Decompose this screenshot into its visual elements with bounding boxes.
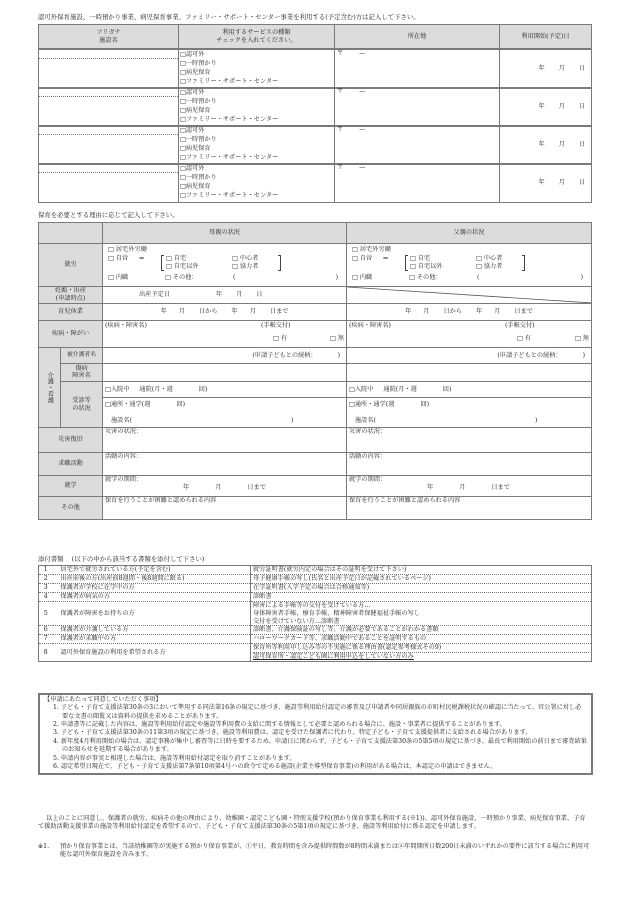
footnote — [38, 843, 591, 860]
other-employment-checkbox[interactable]: □ その他： — [165, 274, 198, 281]
label-care-illness-1: 傷病 — [75, 364, 88, 372]
due-date-label: 出産予定日 — [139, 291, 170, 299]
handbook-no-checkbox[interactable]: □ 無 — [329, 335, 344, 342]
illness-name-label: (疾病・障害名) — [349, 322, 391, 329]
consent-item: 4. 新年度4月利用開始の場合は、認定事務が集中し審査等に日時を要するため、申請日に関わらず、子ども・子育て支援法第30条の5第5項の規定に基づき、最長で利用開始の前日まで審査結果のお知らせを延期する場合があります。 — [53, 737, 587, 754]
document-number: 3 — [39, 584, 53, 593]
school-period-label: 就学の期間： — [105, 476, 143, 483]
documents-note: (以下の中から該当する書類を添付して下さい) — [71, 555, 205, 563]
header-start-date: 利用開始(予定)日 — [500, 25, 592, 49]
mother-header: 母親の状況 — [103, 223, 347, 244]
start-date-cell[interactable] — [500, 50, 592, 89]
service-checkbox[interactable]: □認可外 — [180, 89, 205, 96]
father-activity: 活動の内容： — [347, 453, 592, 476]
father-care-name — [347, 348, 592, 364]
document-required — [251, 566, 592, 575]
leave-from-year: 年 — [405, 308, 412, 316]
service-checkbox[interactable]: □認可外 — [180, 165, 205, 172]
leave-from-month: 月 — [423, 308, 430, 316]
mother-activity: 活動の内容： — [103, 453, 347, 476]
arrow-icon: ⇒ — [139, 255, 145, 262]
document-item: ハローワークカード等、求職活動中であることを証明するもの — [253, 635, 427, 643]
header-service-check: チェックを入れてください。 — [216, 36, 297, 44]
label-childcare-leave: 育児休業 — [39, 304, 103, 321]
header-facility-name — [39, 25, 179, 49]
hospital-checkbox[interactable]: □入院中 — [105, 385, 130, 393]
facility-name-cell — [39, 126, 179, 165]
leave-from-year: 年 — [160, 308, 167, 316]
mother-leave — [103, 304, 347, 321]
document-number: 2 — [39, 575, 53, 584]
document-case: 居宅外で就労されている方(予定を含む) — [53, 566, 251, 575]
service-checkbox[interactable]: □病児保育 — [180, 183, 211, 190]
facility-name-input[interactable] — [39, 135, 178, 164]
outpatient-label: 通院(月・週 — [383, 385, 417, 393]
document-number: 5 — [39, 602, 53, 626]
facility-name-cell — [39, 50, 179, 89]
documents-title: 添付書類 — [38, 555, 64, 563]
leave-from-month: 月 — [178, 308, 185, 316]
times-label: 回) — [198, 385, 208, 393]
document-item: 診断書 — [253, 593, 272, 601]
date-day: 日 — [578, 179, 585, 187]
father-other: 保育を行うことが困難と認められる内容 — [347, 497, 592, 520]
facility-name-label: 施設名( — [355, 417, 376, 424]
relation-label: (申請子どもとの続柄： — [497, 351, 559, 359]
document-case: 保護者が病気の方 — [53, 593, 251, 602]
date-year: 年 — [538, 65, 545, 73]
document-required — [251, 635, 592, 644]
reason-intro: 保育を必要とする理由に応じて記入して下さい。 — [38, 211, 179, 219]
mother-disaster: 災害の状況： — [103, 428, 347, 453]
school-year: 年 — [427, 483, 434, 491]
label-pregnancy — [39, 287, 103, 304]
facility-visit-label: □通所・通学(週 — [349, 401, 395, 408]
postal-mark: 〒 — [337, 88, 344, 95]
document-item: 保育所等利用申し込み等の不実施に係る理由書(認定参考様式その9) — [253, 644, 442, 652]
facility-row — [38, 125, 592, 165]
employment-outside-checkbox[interactable]: □ 居宅外労働 — [108, 246, 147, 253]
document-required — [251, 593, 592, 602]
label-care-visit-2: の状況 — [72, 404, 91, 412]
furigana-input[interactable] — [39, 88, 178, 97]
school-month: 月 — [459, 483, 466, 491]
consent-item: 5. 申請内容が事実と相違した場合は、施設等利用給付認定を取り消すことがあります。 — [53, 754, 296, 762]
document-item: 障害による手帳等の交付を受けている方… — [253, 602, 371, 609]
postal-mark: 〒 — [337, 50, 344, 57]
service-options — [179, 164, 335, 203]
service-checkbox[interactable]: □一時預かり — [180, 98, 217, 105]
facility-row — [38, 163, 592, 203]
mother-employment — [103, 244, 347, 287]
times-label: 回) — [420, 401, 429, 408]
header-name: 施設名 — [99, 36, 118, 44]
label-pregnancy-line2: (申請時点) — [55, 295, 86, 302]
service-options — [179, 50, 335, 89]
document-required — [251, 644, 592, 662]
document-required — [251, 584, 592, 593]
document-row — [39, 593, 592, 602]
handbook-yes-checkbox[interactable]: □ 有 — [517, 335, 532, 342]
postal-mark: 〒 — [337, 164, 344, 171]
date-month: 月 — [558, 103, 565, 111]
mother-illness — [103, 321, 347, 348]
header-address: 所在地 — [335, 25, 500, 49]
header-furigana: フリガナ — [96, 28, 121, 36]
document-number: 8 — [39, 644, 53, 662]
document-number: 4 — [39, 593, 53, 602]
father-disaster: 災害の状況： — [347, 428, 592, 453]
leave-from: 日から — [198, 308, 218, 316]
service-checkbox[interactable]: □病児保育 — [180, 107, 211, 114]
service-checkbox[interactable]: □一時預かり — [180, 136, 217, 143]
father-leave — [347, 304, 592, 321]
facility-visit-label: □通所・通学(週 — [105, 401, 151, 408]
father-school — [347, 476, 592, 497]
furigana-input[interactable] — [39, 126, 178, 135]
father-facility — [347, 398, 592, 428]
mother-care-name — [103, 348, 347, 364]
due-year: 年 — [215, 291, 223, 299]
facility-visit-checkbox[interactable] — [349, 401, 429, 409]
footnote-text: 預かり保育事業とは、当該幼稚園等が実施する預かり保育事業が、①平日、教育時間を含み提供時間数が8時間未満または②年間開所日数200日未満のいずれかの要件に該当する場合に利用可能な認可外保育施設を含みます。 — [60, 843, 590, 859]
address-cell[interactable] — [335, 88, 500, 127]
date-year: 年 — [538, 141, 545, 149]
document-row — [39, 584, 592, 593]
consent-title: 【申請にあたって同意していただく事項】 — [44, 696, 162, 703]
mother-school — [103, 476, 347, 497]
mother-facility — [103, 398, 347, 428]
self-employed-bracket — [405, 255, 525, 271]
paren-close: ) — [335, 274, 338, 281]
handbook-label: (手帳交付) — [261, 322, 291, 329]
document-case: 保護者が介護している方 — [53, 626, 251, 635]
label-illness: 疾病・障がい — [39, 321, 103, 348]
employment-self-checkbox[interactable]: □ 自営 — [352, 255, 373, 262]
documents-intro — [38, 555, 204, 563]
postal-dash: — — [359, 164, 366, 171]
document-case: 保護者が障害をお持ちの方 — [53, 602, 251, 626]
service-checkbox[interactable]: □病児保育 — [180, 69, 211, 76]
label-job-search: 求職活動 — [39, 453, 103, 476]
facility-name-cell — [39, 88, 179, 127]
postal-dash: — — [359, 50, 366, 57]
facility-name-input[interactable] — [39, 173, 178, 202]
date-day: 日 — [578, 103, 585, 111]
father-header: 父親の状況 — [347, 223, 592, 244]
document-required — [251, 575, 592, 584]
facility-visit-checkbox[interactable] — [105, 401, 185, 409]
handbook-yes-checkbox[interactable]: □ 有 — [273, 335, 288, 342]
mother-care-illness[interactable] — [103, 364, 347, 382]
illness-name-label: (疾病・障害名) — [105, 322, 147, 329]
father-illness — [347, 321, 592, 348]
facility-row — [38, 49, 592, 89]
document-row — [39, 566, 592, 575]
address-cell[interactable] — [335, 50, 500, 89]
label-care-group: 介護・看護 — [39, 348, 61, 428]
document-item: 身体障害者手帳、療育手帳、精神障害者保健福祉手帳の写し — [253, 609, 421, 617]
postal-mark: 〒 — [337, 126, 344, 133]
helper-checkbox[interactable]: □ 協力者 — [232, 263, 259, 270]
date-year: 年 — [538, 179, 545, 187]
school-period-label: 就学の期間： — [349, 476, 387, 483]
header-service — [179, 25, 335, 49]
outside-home-checkbox[interactable]: □ 自宅以外 — [166, 263, 199, 270]
leave-from: 日から — [443, 308, 462, 316]
times-label: 回) — [176, 401, 185, 408]
mother-other: 保育を行うことが困難と認められる内容 — [103, 497, 347, 520]
due-month: 月 — [236, 291, 243, 299]
relation-label: (申請子どもとの続柄： — [252, 351, 314, 359]
start-date-cell[interactable] — [500, 126, 592, 165]
reason-corner — [39, 223, 103, 244]
start-date-cell[interactable] — [500, 88, 592, 127]
date-year: 年 — [538, 103, 545, 111]
label-care-name: 被介護者名 — [61, 348, 103, 364]
footnote-mark: ※1. — [38, 843, 50, 850]
service-checkbox[interactable]: □認可外 — [180, 51, 205, 58]
handbook-label: (手帳交付) — [505, 322, 535, 329]
employment-self-checkbox[interactable]: □ 自営 — [108, 255, 129, 262]
main-worker-checkbox[interactable]: □ 中心者 — [476, 255, 503, 262]
postal-dash: — — [359, 88, 366, 95]
label-care-visit — [61, 382, 103, 428]
service-checkbox[interactable]: □ファミリー・サポート・センター — [180, 116, 279, 123]
facility-name-input[interactable] — [39, 59, 178, 88]
address-cell[interactable] — [335, 164, 500, 203]
document-case: 認可外保育施設の利用を希望される方 — [53, 644, 251, 662]
label-disaster: 災害復旧 — [39, 428, 103, 453]
facility-name-input[interactable] — [39, 97, 178, 126]
service-checkbox[interactable]: □一時預かり — [180, 174, 217, 181]
consent-item: 2. 申請書等に記載した内容は、施設等利用給付認定や施設等利用費の支給に関する情報として必要と認められる場合に、施設・事業者に提供することがあります。 — [53, 721, 506, 729]
label-care-visit-1: 受診等 — [72, 396, 91, 404]
date-month: 月 — [558, 179, 565, 187]
facility-name-label: 施設名( — [111, 417, 132, 424]
service-checkbox[interactable]: □ファミリー・サポート・センター — [180, 78, 279, 85]
date-day: 日 — [578, 65, 585, 73]
leave-to-year: 年 — [476, 308, 483, 316]
handbook-no-checkbox[interactable]: □ 無 — [574, 335, 589, 342]
service-checkbox[interactable]: □病児保育 — [180, 145, 211, 152]
service-checkbox[interactable]: □認可外 — [180, 127, 205, 134]
main-worker-checkbox[interactable]: □ 中心者 — [232, 255, 259, 262]
documents-table — [38, 565, 592, 662]
label-care-illness — [61, 364, 103, 382]
document-required — [251, 602, 592, 626]
reason-table — [38, 222, 592, 520]
facility-table — [38, 24, 592, 49]
document-item: 認可保育所・認定こども園に利用申込をしていない方のみ — [253, 652, 589, 661]
service-checkbox[interactable]: □ファミリー・サポート・センター — [180, 192, 279, 199]
helper-checkbox[interactable]: □ 協力者 — [476, 263, 503, 270]
father-employment — [347, 244, 592, 287]
document-number: 7 — [39, 635, 53, 644]
consent-item: 1. 子ども・子育て支援法第30条の3において準用する同法第16条の規定に基づき、施設等利用給付認定の審査及び申請者や同居親族の市町村民税課税状況の確認に当たって、官公署に対し必要な文書の閲覧又は資料の提供を求めることがあります。 — [53, 704, 582, 720]
document-case: 出産前後の方(出産前8週間・後8週間に限る) — [53, 575, 251, 584]
furigana-input[interactable] — [39, 164, 178, 173]
label-care-illness-2: 障害名 — [72, 371, 91, 379]
school-until: 日まで — [491, 483, 510, 491]
document-item: 母子健康手帳の写し(氏名と出産予定日が記載されているページ) — [253, 575, 431, 583]
date-day: 日 — [578, 141, 585, 149]
facility-name-close: ) — [291, 417, 294, 424]
father-pregnancy-na — [347, 287, 592, 304]
paren-open: ( — [233, 274, 236, 281]
father-hospital — [347, 382, 592, 398]
document-item: 在学証明書(入学予定の場合は合格通知等) — [253, 584, 370, 592]
document-row — [39, 644, 592, 662]
leave-to: 日まで — [514, 308, 533, 316]
label-other: その他 — [39, 497, 103, 520]
outside-home-checkbox[interactable]: □ 自宅以外 — [410, 263, 443, 270]
self-employed-bracket — [161, 255, 281, 271]
document-item: 交付を受けていない方…診断書 — [253, 617, 340, 625]
mother-hospital — [103, 382, 347, 398]
label-pregnancy-line1: 妊娠・出産 — [55, 287, 86, 295]
document-required — [251, 626, 592, 635]
due-day: 日 — [256, 291, 263, 299]
document-row — [39, 602, 592, 626]
relation-close: ) — [337, 351, 340, 359]
document-case: 保護者が学校に在学中の方 — [53, 584, 251, 593]
school-month: 月 — [215, 483, 222, 491]
header-service-type: 利用するサービスの種類 — [222, 28, 291, 36]
mother-pregnancy — [103, 287, 347, 304]
facility-row — [38, 87, 592, 127]
inhouse-checkbox[interactable]: □ 内職 — [108, 274, 129, 281]
document-row — [39, 575, 592, 584]
date-month: 月 — [558, 65, 565, 73]
employment-outside-checkbox[interactable]: □ 居宅外労働 — [352, 246, 391, 253]
facility-name-cell — [39, 164, 179, 203]
document-number: 6 — [39, 626, 53, 635]
leave-to: 日まで — [269, 308, 289, 316]
postal-dash: — — [359, 126, 366, 133]
service-checkbox[interactable]: □ファミリー・サポート・センター — [180, 154, 279, 161]
times-label: 回) — [442, 385, 452, 393]
home-checkbox[interactable]: □ 自宅 — [166, 255, 187, 262]
father-care-illness[interactable] — [347, 364, 592, 382]
service-options — [179, 88, 335, 127]
document-row — [39, 635, 592, 644]
home-checkbox[interactable]: □ 自宅 — [410, 255, 431, 262]
paren-close: ) — [580, 274, 583, 281]
date-month: 月 — [558, 141, 565, 149]
school-year: 年 — [183, 483, 190, 491]
document-item: 就労証明書(就労内定の場合はその証明を受けて下さい) — [253, 566, 407, 574]
leave-to-month: 月 — [494, 308, 501, 316]
consent-item: 3. 子ども・子育て支援法第30条の11第3項の規定に基づき、施設等利用費は、認定を受けた保護者に代わり、特定子ども・子育て支援提供者に支給される場合があります。 — [53, 729, 532, 737]
start-date-cell[interactable] — [500, 164, 592, 203]
other-employment-checkbox[interactable]: □ その他： — [409, 274, 442, 281]
school-until: 日まで — [247, 483, 266, 491]
facility-intro: 認可外保育施設、一時預かり事業、病児保育事業、ファミリー・サポート・センター事業を利用する(予定含む)方は記入して下さい。 — [38, 13, 420, 21]
document-item: 診断書、介護保険証の写し等、介護が必要であることがわかる書類 — [253, 626, 439, 634]
facility-name-close: ) — [535, 417, 538, 424]
furigana-input[interactable] — [39, 50, 178, 59]
paren-open: ( — [477, 274, 480, 281]
consent-box — [38, 693, 593, 775]
leave-to-year: 年 — [231, 308, 238, 316]
consent-item: 6. 認定希望日現在で、子ども・子育て支援法第7条第10項第4号ハの政令で定める施設(企業主導型保育事業)の利用がある場合は、本認定の申請はできません。 — [53, 762, 497, 770]
service-checkbox[interactable]: □一時預かり — [180, 60, 217, 67]
hospital-checkbox[interactable]: □入院中 — [349, 385, 374, 393]
document-row — [39, 626, 592, 635]
document-case: 保護者が求職中の方 — [53, 635, 251, 644]
outpatient-label: 通院(月・週 — [139, 385, 173, 393]
leave-to-month: 月 — [249, 308, 256, 316]
label-school: 就学 — [39, 476, 103, 497]
inhouse-checkbox[interactable]: □ 内職 — [352, 274, 373, 281]
consent-statement: 以上のことに同意し、保護者の就労、疾病その他の理由により、幼稚園・認定こども園・特別支援学校(預かり保育事業も利用する(※1))、認可外保育施設、一時預かり事業、病児保育事業、子育て援助活動支援事業の施設等利用給付認定を希望するので、子ども・子育て支援法第30条の5第1項の規定に基づき、施設等利用給付に係る認定を申請します。 — [38, 815, 586, 831]
arrow-icon: ⇒ — [383, 255, 389, 262]
label-employment: 就労 — [39, 244, 103, 287]
document-number: 1 — [39, 566, 53, 575]
service-options — [179, 126, 335, 165]
diagonal-slash — [347, 287, 592, 303]
address-cell[interactable] — [335, 126, 500, 165]
relation-close: ) — [582, 351, 585, 359]
